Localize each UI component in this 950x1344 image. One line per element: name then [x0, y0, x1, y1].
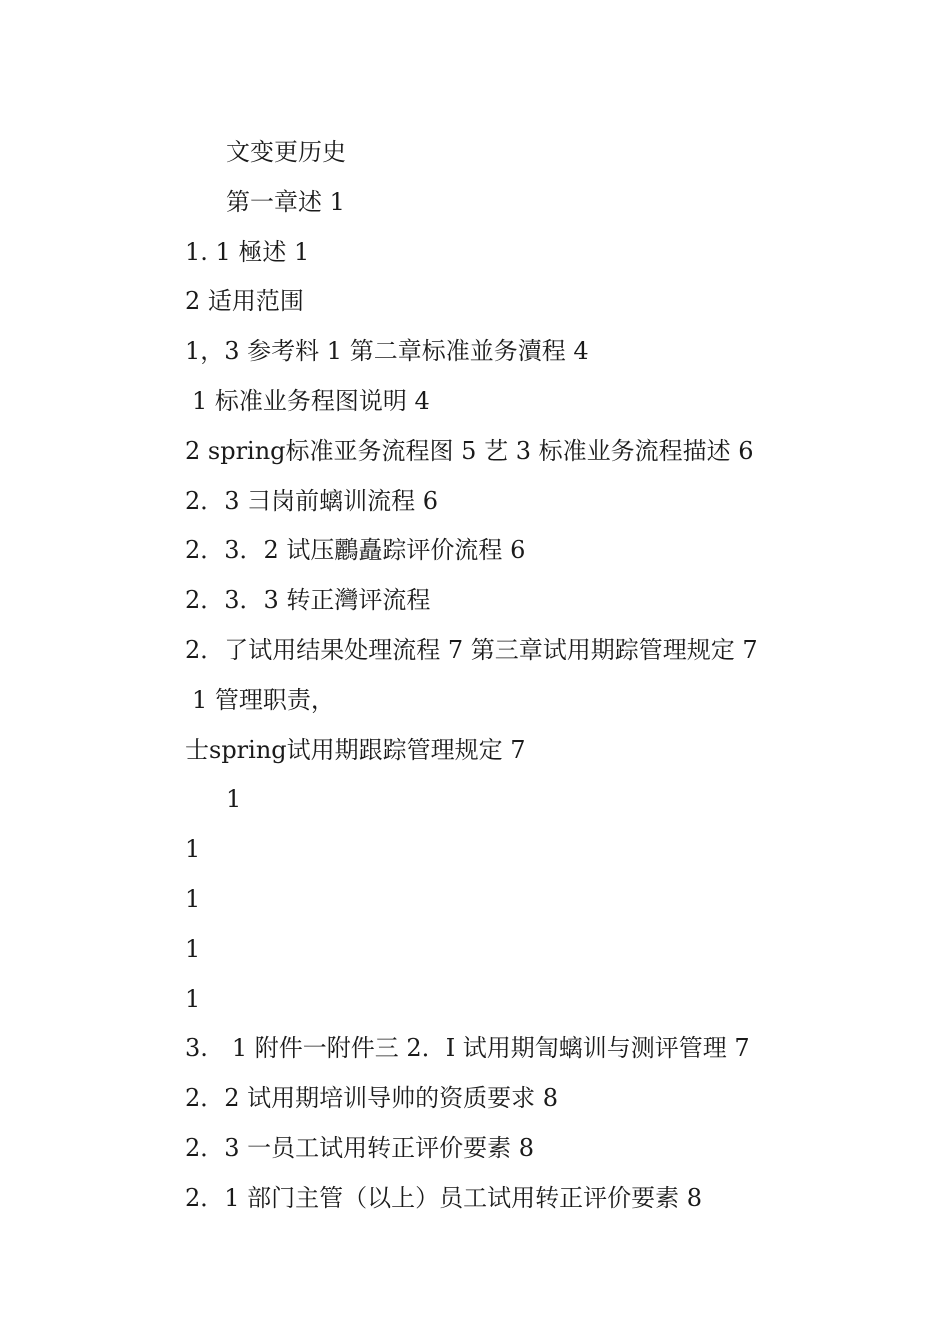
toc-line-number: 1	[226, 785, 242, 814]
toc-line-number: 1	[185, 984, 201, 1013]
toc-line-chapter-1: 第一章述 1	[226, 187, 345, 216]
toc-line-mentor-requirements: 2．2 试用期培训导帅的资质要求 8	[185, 1084, 559, 1113]
toc-line-number: 1	[185, 835, 201, 864]
toc-line-result-chapter-3: 2．了试用结果处理流程 7 第三章试用期踪管理规定 7	[185, 635, 758, 664]
toc-line-number: 1	[185, 884, 201, 913]
toc-line-manager-evaluation-elements: 2．1 部门主管（以上）员工试用转正评价要素 8	[185, 1183, 703, 1212]
toc-line-2-3-1: 2．3 彐岗前螭训流程 6	[185, 486, 439, 515]
toc-line-2-3-3: 2．3．3 转正灣评流程	[185, 586, 431, 615]
toc-line-evaluation-elements: 2．3 一员工试用转正评价要素 8	[185, 1133, 535, 1162]
toc-line-management-duties: 1 管理职责，	[192, 685, 335, 714]
toc-line-flow-chart: 2 spring标准亚务流程图 5 艺 3 标准业务流程描述 6	[185, 436, 754, 465]
toc-line-tracking-rules: 士spring试用期跟踪管理规定 7	[185, 735, 526, 764]
toc-line-flow-chart-description: 1 标准业务程图说明 4	[192, 386, 430, 415]
toc-line-1-3-chapter-2: 1，3 参考料 1 第二章标准並务瀆程 4	[185, 337, 589, 366]
table-of-contents	[185, 128, 885, 1224]
toc-line-number: 1	[185, 934, 201, 963]
toc-line-2-3-2: 2．3．2 试压鸝矗踪评价流程 6	[185, 536, 526, 565]
toc-line-appendix: 3. 1 附件一附件三 2．I 试用期訇螭训与测评管理 7	[185, 1034, 750, 1063]
toc-line-scope: 2 适用范围	[185, 287, 304, 316]
toc-line-revision-history: 文变更历史	[226, 138, 346, 166]
toc-line-1-1: 1. 1 極述 1	[185, 237, 310, 266]
